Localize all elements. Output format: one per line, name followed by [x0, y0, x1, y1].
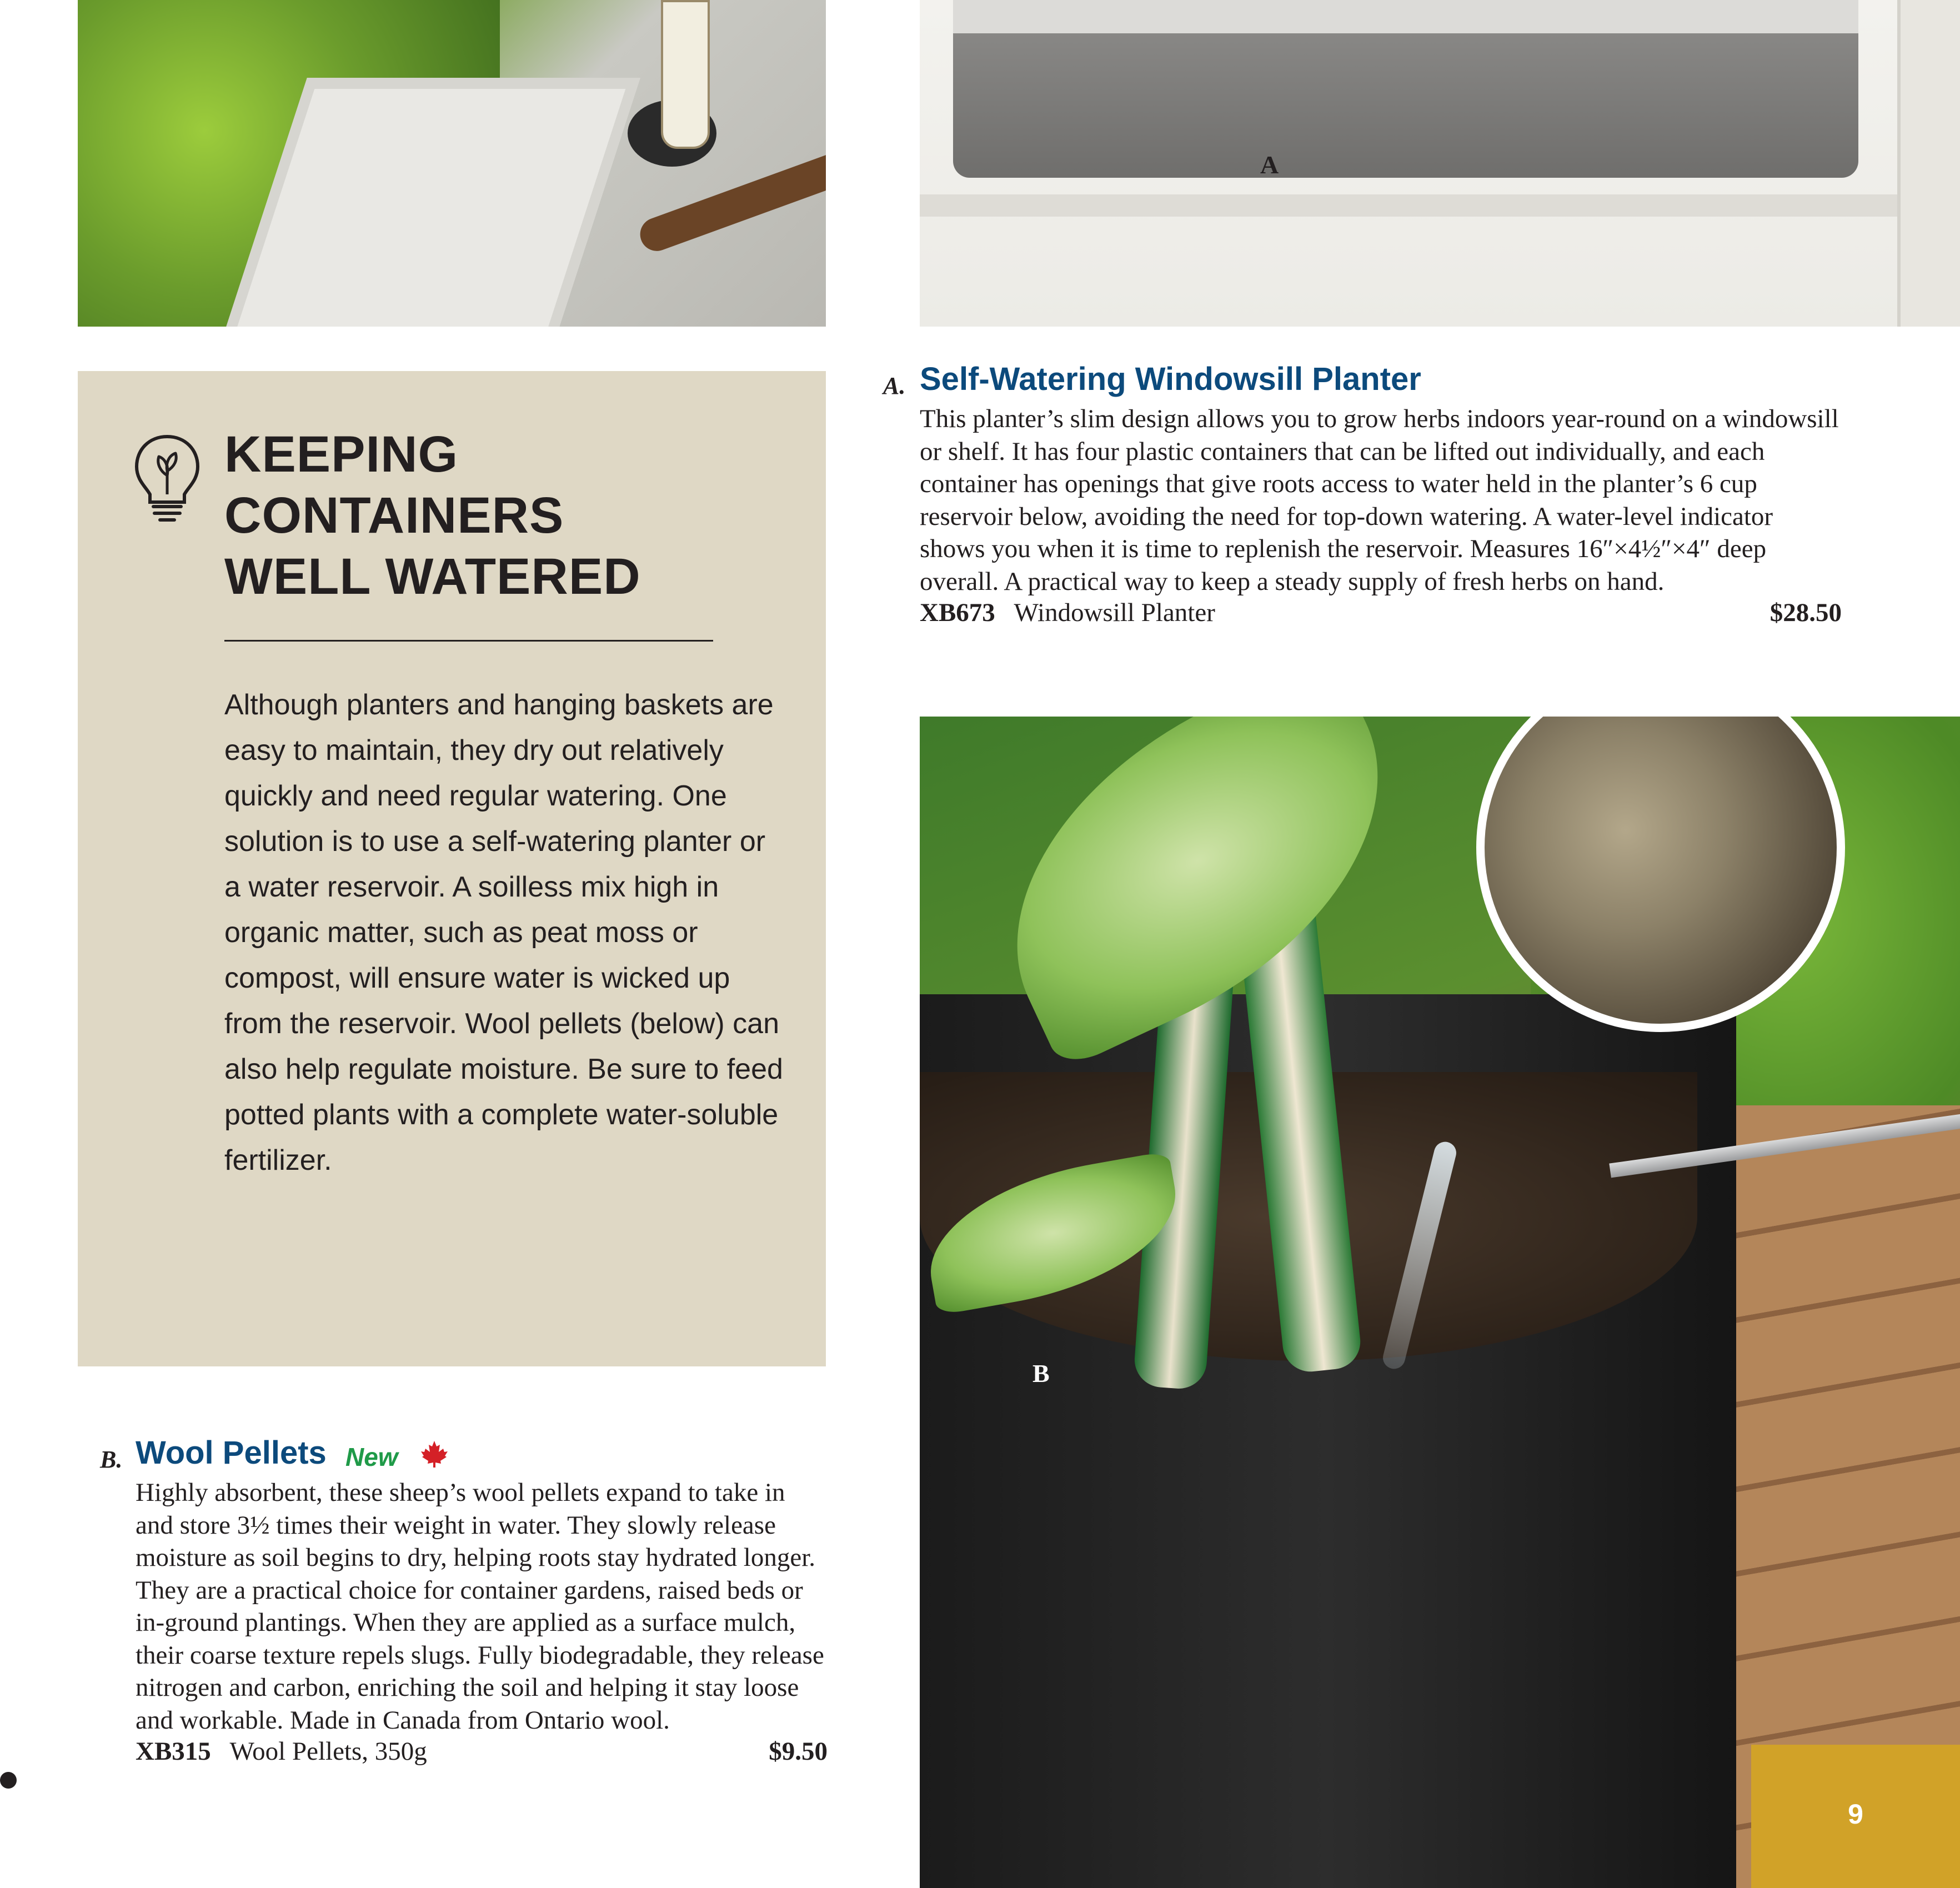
window-sill: [920, 194, 1960, 217]
product-a-item: Windowsill Planter: [1014, 598, 1215, 627]
product-b-price: $9.50: [769, 1737, 828, 1766]
photo-label-a: A: [1260, 151, 1279, 179]
tip-title: [224, 424, 780, 607]
product-a-name: Self-Watering Windowsill Planter: [920, 361, 1421, 397]
planter-rim: [953, 0, 1858, 33]
product-a-description: This planter’s slim design allows you to grow herbs indoors year-round on a windowsill or shelf. It has four plastic containers that can be lifted out individually, and each container has openings that give roots access to water held in the planter’s 6 cup reservoir below, avoiding the need for top-down watering. A water-level indicator shows you when it is time to replenish the reservoir. Measures 16″×4½″×4″ deep overall. A practical way to keep a steady supply of fresh herbs on hand.: [920, 404, 1839, 596]
product-a-letter: A.: [883, 372, 906, 399]
page-number-tab: [1751, 1745, 1960, 1888]
lightbulb-icon: [131, 432, 203, 527]
product-b-item: Wool Pellets, 350g: [229, 1737, 427, 1766]
photo-label-b: B: [1032, 1359, 1050, 1388]
product-b-description: Highly absorbent, these sheep’s wool pellets expand to take in and store 3½ times their weight in water. They slowly release moisture as soil begins to dry, helping roots stay hydrated longer. They are a practical choice for container gardens, raised beds or in-ground plantings. When they are applied as a surface mulch, their coarse texture repels slugs. Fully biodegradable, they release nitrogen and carbon, enriching the soil and helping it stay loose and workable. Made in Canada from Ontario wool.: [136, 1478, 824, 1735]
product-b-heading: [100, 1432, 828, 1476]
new-badge: New: [345, 1443, 398, 1471]
product-a-price: $28.50: [1769, 598, 1842, 627]
photo-wool-pellets-pot: [920, 717, 1960, 1888]
tip-body: Although planters and hanging baskets are easy to maintain, they dry out relatively quickly and need regular watering. One solution is to use a self-watering planter or a water reservoir. A soilless mix high in organic matter, such as peat moss or compost, will ensure water is wicked up from the reservoir. Wool pellets (below) can also help regulate moisture. Be sure to feed potted plants with a complete water-soluble fertilizer.: [224, 689, 783, 1176]
margin-bullet: [0, 1772, 17, 1789]
tip-divider: [224, 640, 713, 642]
maple-leaf-icon: [420, 1440, 449, 1469]
tip-title-line: KEEPING: [224, 426, 459, 483]
page-number: 9: [1848, 1799, 1863, 1830]
tip-box: [78, 371, 826, 1366]
product-a-heading: [883, 358, 1844, 403]
product-a-sku: XB673: [920, 598, 995, 627]
product-a-order-line: [920, 598, 1842, 631]
product-b: [100, 1432, 828, 1770]
window-frame: [1897, 0, 1960, 327]
product-b-sku: XB315: [136, 1737, 211, 1766]
product-a: [883, 358, 1844, 631]
photo-windowsill-planter: [920, 0, 1960, 327]
water-level-indicator: [661, 0, 710, 149]
tip-title-line: CONTAINERS: [224, 487, 564, 544]
photo-herb-planter-watering: [78, 0, 826, 327]
tip-title-line: WELL WATERED: [224, 548, 641, 605]
product-b-order-line: [136, 1736, 828, 1770]
product-b-letter: B.: [100, 1446, 123, 1473]
product-b-name: Wool Pellets: [136, 1435, 327, 1471]
